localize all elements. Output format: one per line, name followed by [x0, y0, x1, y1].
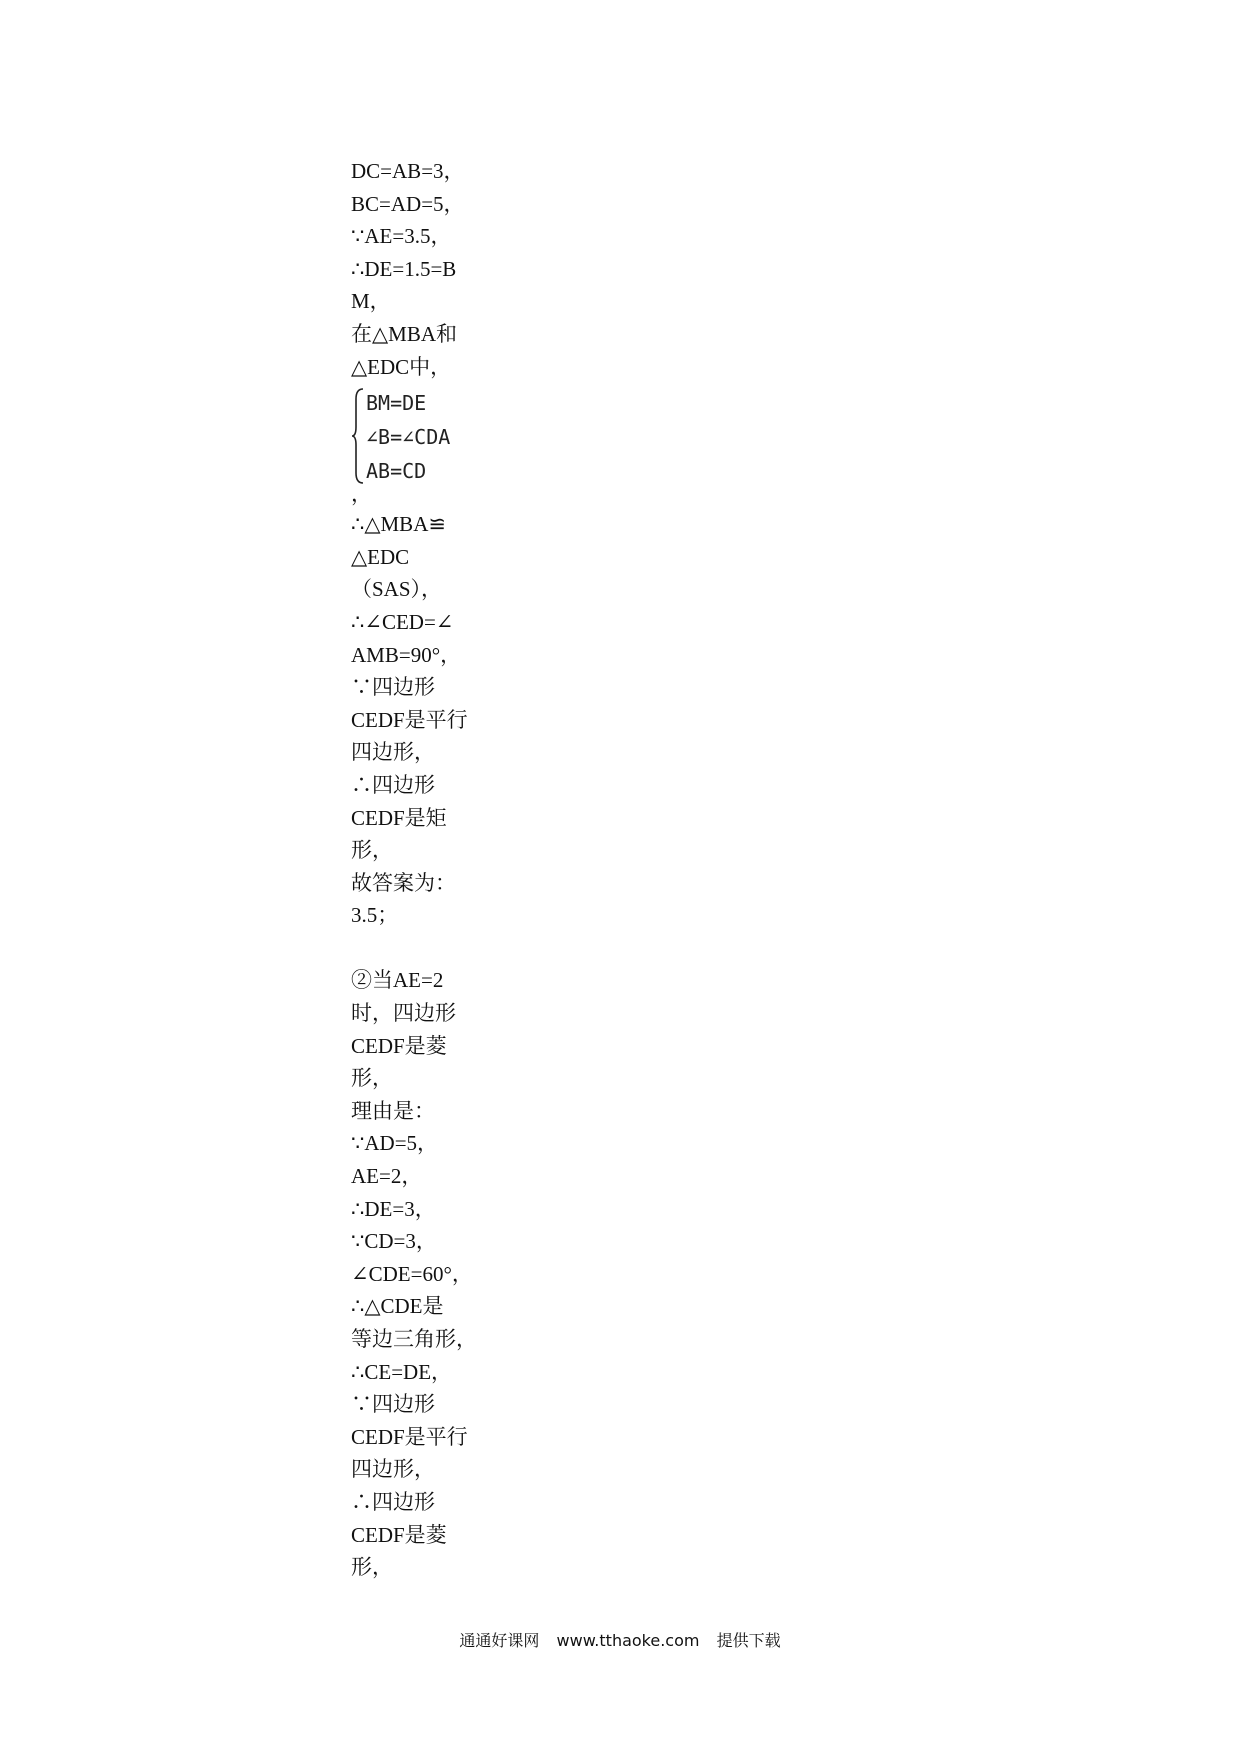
- solution-line: 形，: [351, 838, 393, 863]
- system-trailer: ，: [351, 482, 372, 507]
- solution-line: ∴∠CED=∠: [351, 609, 454, 634]
- solution-line: 3.5；: [351, 903, 399, 928]
- equation-row: BM=DE: [366, 391, 427, 416]
- solution-line: △EDC: [351, 544, 410, 569]
- solution-line: M，: [351, 289, 391, 314]
- solution-line: CEDF是平行: [351, 1424, 468, 1449]
- solution-text-column: [351, 155, 551, 1584]
- solution-line: ∵四边形: [351, 1392, 435, 1417]
- footer-tagline: 提供下载: [716, 1631, 781, 1650]
- solution-line: 四边形，: [351, 1457, 435, 1482]
- solution-line: 时，四边形: [351, 1001, 456, 1026]
- solution-line: CEDF是菱: [351, 1522, 447, 1547]
- solution-line: 形，: [351, 1555, 393, 1580]
- solution-line: ②当AE=2: [351, 968, 444, 993]
- page-footer: [0, 1628, 1240, 1651]
- solution-line: 形，: [351, 1066, 393, 1091]
- solution-line: ∴△CDE是: [351, 1294, 444, 1319]
- solution-line: ∴CE=DE，: [351, 1359, 453, 1384]
- solution-line: ∴△MBA≌: [351, 512, 446, 537]
- solution-line: 四边形，: [351, 740, 435, 765]
- solution-line: 等边三角形，: [351, 1327, 477, 1351]
- solution-line: （SAS），: [351, 577, 443, 602]
- solution-line: ∴DE=3，: [351, 1196, 436, 1221]
- solution-line: CEDF是平行: [351, 707, 468, 732]
- solution-line: 在△MBA和: [351, 321, 457, 346]
- footer-site-name: 通通好课网: [459, 1631, 540, 1650]
- solution-line: ∴四边形: [351, 1489, 435, 1514]
- solution-line: 理由是：: [351, 1098, 435, 1123]
- left-brace-icon: [351, 387, 365, 485]
- solution-line: AMB=90°，: [351, 642, 462, 667]
- solution-line: 故答案为：: [351, 870, 456, 895]
- solution-line: △EDC中，: [351, 354, 452, 379]
- equation-system: [351, 385, 551, 486]
- equation-row: ∠B=∠CDA: [366, 425, 451, 450]
- solution-line: CEDF是菱: [351, 1033, 447, 1058]
- solution-line: ∵四边形: [351, 675, 435, 700]
- solution-line: ∴四边形: [351, 772, 435, 797]
- solution-line: ∵AD=5，: [351, 1131, 439, 1156]
- footer-url: www.tthaoke.com: [556, 1631, 700, 1650]
- solution-line: ∴DE=1.5=B: [351, 256, 457, 281]
- solution-line: BC=AD=5，: [351, 191, 465, 216]
- solution-line: CEDF是矩: [351, 805, 447, 830]
- solution-line: AE=2，: [351, 1164, 423, 1189]
- solution-line: ∠CDE=60°，: [351, 1261, 473, 1286]
- equation-row: AB=CD: [366, 459, 427, 484]
- solution-line: ∵AE=3.5，: [351, 224, 452, 249]
- solution-line: ∵CD=3，: [351, 1229, 437, 1254]
- solution-line: DC=AB=3，: [351, 159, 465, 183]
- paragraph-gap: [351, 932, 551, 965]
